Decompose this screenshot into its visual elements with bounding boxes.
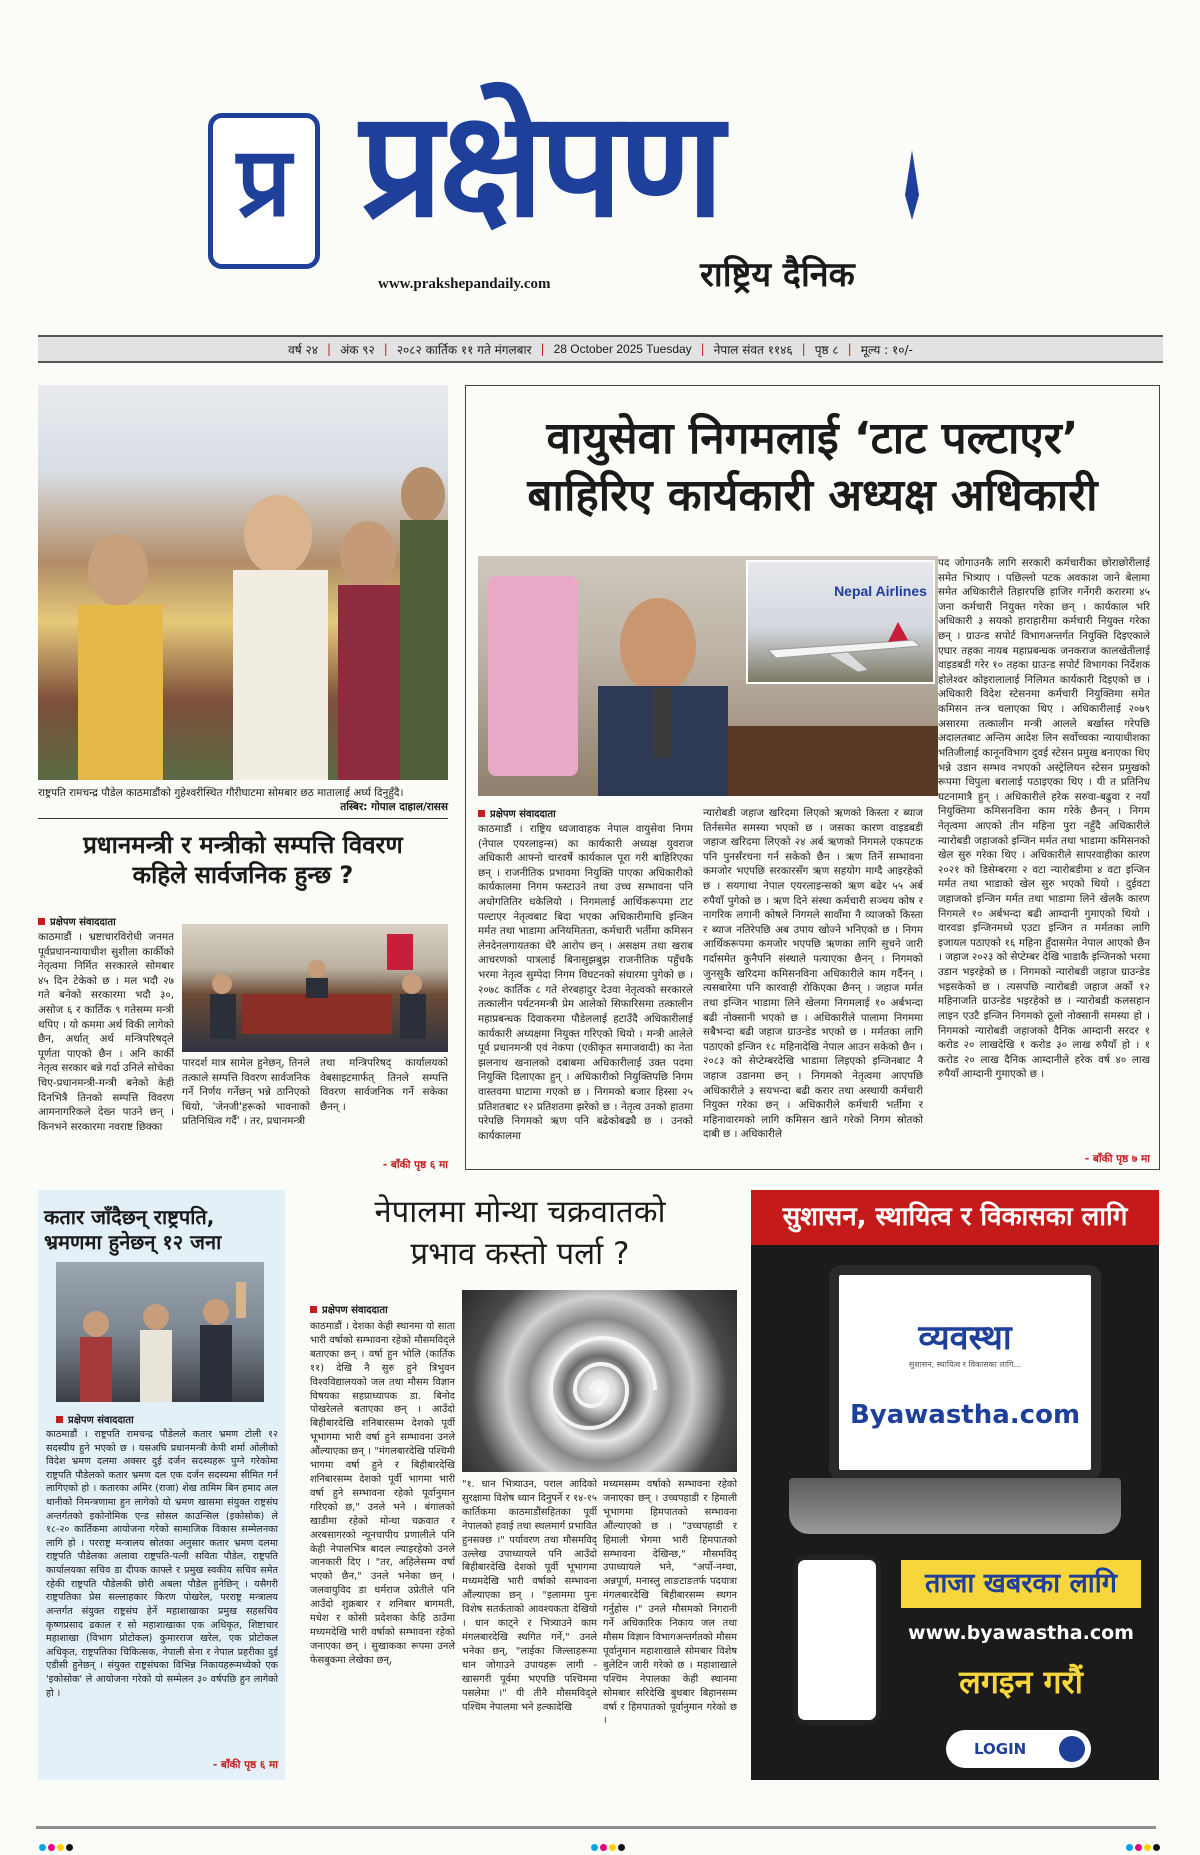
lead-headline-line1: वायुसेवा निगमलाई ‘टाट पल्टाएर’ bbox=[546, 413, 1079, 464]
footer-strip bbox=[36, 1826, 1156, 1829]
byawastha-advertisement[interactable] bbox=[751, 1190, 1159, 1780]
assets-headline-line1: प्रधानमन्त्री र मन्त्रीको सम्पत्ति विवरण bbox=[83, 831, 403, 859]
qatar-continued[interactable]: - बाँकी पृष्ठ ६ मा bbox=[212, 1759, 278, 1771]
brand-name: प्रक्षेपण bbox=[360, 80, 721, 250]
airline-logo: Nepal Airlines bbox=[834, 583, 927, 599]
cyclone-byline bbox=[310, 1302, 455, 1316]
president-photo-caption: राष्ट्रपति रामचन्द्र पौडेल काठमाडौंको गुहेश्वरीस्थित गौरीघाटमा सोमबार छठ मातालाई अर्घ्य दिनुहुँदै। bbox=[38, 787, 404, 799]
english-date: 28 October 2025 Tuesday bbox=[553, 342, 692, 356]
price-label: मूल्य : १०/- bbox=[860, 342, 913, 357]
logo-glyph: प्र bbox=[236, 126, 292, 238]
assets-body-col3: तथा मन्त्रिपरिषद् कार्यालयको वेबसाइटमार्फत् तिनले सम्पत्ति विवरण सार्वजनिक गर्ने सकेका छैनन् । bbox=[320, 1057, 448, 1113]
assets-continued[interactable]: - बाँकी पृष्ठ ६ मा bbox=[382, 1159, 448, 1171]
assets-body-col1: काठमाडौं । भ्रष्टाचारविरोधी जनमत पूर्वप्रधानन्यायाधीश सुशीला कार्कीको नेतृत्वमा निर्मित सरकारले सोमबार ४५ दिन टेकेको छ । मल भदौ २७ गते बनेको सरकारमा भदौ ३०, असोज ६ र कार्तिक ९ गतेसम्म मन्त्री थपिए । यो कममा अर्थ विकी लागेको छैन, अर्थात् अर्थ मन्त्रिपरिषद्ले पूर्णता पाएको छैन । अनि कार्की नेतृत्व सरकार बन्ने गर्दा उनिले सोचेका चिए-प्रधानमन्त्री-मन्त्री बनेको केही दिनभित्रै तिनको सम्पत्ति विवरण आमनागरिकले देख्न पाउने छन् । किनभने सरकारमा नवराष्ट छिक्का bbox=[38, 931, 174, 1133]
cyclone-body-col2: "१. धान भित्र्याउन, पराल आदिको सुरक्षामा विशेष ध्यान दिनुपर्ने र १४-१५ कार्तिकमा काठमाडौंसहितका पूर्वी नेपालको हवाई तथा स्थलमार्ग प्रभावित हुनसक्छ ।" पर्यावरण तथा मौसमविद् उल्लेख उपाध्यायले पनि आउँदो बिहीबारदेखि देशको पूर्वी भूभागमा मध्यमदेखि भारी वर्षाको सम्भावना औंल्याएका छन् । "इलाममा पुनः विशेष सतर्कताको आवश्यकता देखियो । धान काट्ने र भित्र्याउने काम मंगलबारदेखि स्थगित गर्ने," उनले भनेका छन्, "लाईका जिल्लाहरूमा धान जोगाउने उपायहरू लागी - खासगरी पूर्वमा भएपछि पश्चिममा पसलेमा ।" यी तीनै मौसमविद्ले पश्चिम नेपालमा भने हल्कादेखि bbox=[462, 1479, 597, 1713]
pages-label: पृष्ठ ८ bbox=[814, 342, 839, 357]
divider bbox=[38, 818, 448, 819]
year-label: वर्ष २४ bbox=[288, 342, 319, 357]
assets-headline bbox=[38, 830, 448, 890]
cyclone-headline bbox=[305, 1192, 735, 1276]
ad-domain: Byawastha.com bbox=[849, 1400, 1081, 1430]
byline-text: प्रक्षेपण संवाददाता bbox=[322, 1305, 388, 1316]
era-label: नेपाल संवत ११४६ bbox=[713, 342, 793, 357]
assets-body-col2: पारदर्श मात्र सामेल हुनेछन्, तिनले तत्काले सम्पत्ति विवरण सार्वजनिक गर्ने निर्णय गर्नेछन् भन्ने ठानिएको थियो, 'जेनजी'हरूको भावनाको प्रतिनिधित्व गर्दै' । तर, प्रधानमन्त्री bbox=[182, 1057, 310, 1128]
ad-site-url[interactable]: www.byawastha.com bbox=[908, 1622, 1134, 1644]
qatar-byline bbox=[56, 1412, 264, 1426]
lead-continued[interactable]: - बाँकी पृष्ठ ७ मा bbox=[1084, 1153, 1150, 1165]
cyclone-body-col1: काठमाडौं । देशका केही स्थानमा यो साता भारी वर्षाको सम्भावना रहेको मौसमविद्ले बताएका छन् । वर्षा हुन भोलि (कार्तिक ११) देखि नै सुरु हुने त्रिभुवन विश्वविद्यालयको जल तथा मौसम विज्ञान विषयका सहप्राध्यापक डा. बिनोद पोखरेलले बताएका छन् । आउँदो बिहीबारदेखि शनिबारसम्म देशको पूर्वी भूभागमा भारी वर्षा हुने सम्भावना उनले औंल्याएका छन् । "मंगलबारदेखि पश्चिमी भागमा वर्षा हुने र बिहीबारदेखि शनिबारसम्म देशको पूर्वी भागमा भारी वर्षा हुने सम्भावना रहेको पूर्वानुमान गरिएको छ," उनले भने । बंगालको खाडीमा रहेको मोन्था चक्रवात र अरबसागरको न्यूनचापीय प्रणालीले पनि केही नेपालभित्र बादल ल्याइरहेको उनले जानकारी दिए । "तर, अहिलेसम्म वर्षा भएको छैन," उनले भनेका छन् । जलवायुविद डा धर्मराज उप्रेतीले पनि आउँदो शुक्रबार र शनिबार बागमती, मधेश र कोसी प्रदेशका केहि ठाउँमा मध्यमदेखि भारी वर्षाको सम्भावना रहेको जनाएका छन् । सुखाकका रूपमा उनले फेसबुकमा लेखेका छन्, bbox=[310, 1321, 455, 1666]
qatar-headline-line2: भ्रमणमा हुनेछन् १२ जना bbox=[44, 1230, 222, 1254]
president-ceremony-photo bbox=[38, 385, 448, 780]
masthead-logo bbox=[208, 113, 320, 269]
user-icon bbox=[1059, 1736, 1085, 1762]
ad-logo-text: व्यवस्था bbox=[918, 1318, 1012, 1358]
ad-login-label: LOGIN bbox=[974, 1740, 1027, 1758]
byline-text: प्रक्षेपण संवाददाता bbox=[50, 917, 116, 928]
pen-nib-icon bbox=[905, 150, 919, 220]
lead-byline bbox=[478, 806, 693, 820]
registration-marks-left bbox=[38, 1836, 74, 1855]
lead-headline-line2: बाहिरिए कार्यकारी अध्यक्ष अधिकारी bbox=[527, 470, 1098, 522]
assets-headline-line2: कहिले सार्वजनिक हुन्छ ? bbox=[132, 861, 354, 889]
ad-logo-tagline: सुशासन, स्थायित्व र विकासका लागि... bbox=[908, 1360, 1022, 1369]
tagline: राष्ट्रिय दैनिक bbox=[700, 255, 855, 295]
ad-login-button[interactable] bbox=[946, 1730, 1091, 1768]
laptop-keyboard-icon bbox=[789, 1478, 1121, 1534]
cyclone-headline-line2: प्रभाव कस्तो पर्ला ? bbox=[410, 1235, 630, 1272]
airline-photo-inset bbox=[746, 560, 935, 684]
ad-laptop-screen bbox=[829, 1265, 1101, 1480]
website-link[interactable]: www.prakshepandaily.com bbox=[378, 276, 551, 292]
lead-body-col1: काठमाडौं । राष्ट्रिय ध्वजावाहक नेपाल वायुसेवा निगम (नेपाल एयरलाइन्स) का कार्यकारी अध्यक्ष युवराज अधिकारी आफ्नो चारवर्षे कार्यकाल पूरा गरी बाहिरिएका छन् । राजनीतिक प्रभावमा नियुक्ति पाएका अधिकारीको कार्यकालमा निगम फस्टाउने तथा उच्च सम्भावना पनि अधोगतितिर धकेलियो । निगमलाई आर्थिकरूपमा टाट पल्टाएर नेतृत्वबाट बिदा भएका अधिकारीमाथि इन्जिन मर्मत तथा भाडामा अनियमितता, कर्मचारी भर्तीमा कमिसन लेनदेनलगायतका धेरै आरोप छन् । असक्षम तथा खराब आचरणको पात्रलाई बिनासुझबुझ राजनीतिक पहुँचकै भरमा नेतृत्व सुम्पेदा निगम विघटनको संघारमा पुगेको छ । २०७८ कार्तिक ८ गते शेरबहादुर देउवा नेतृत्वको सरकारले तत्कालीन पर्यटनमन्त्री प्रेम आलेको सिफारिसमा तत्कालीन महाप्रबन्धक दिवाकरमा पौडेललाई हटाउँदै अधिकारीलाई कार्यकारी अध्यक्षमा नियुक्त गरिएको थियो । मन्त्री आलेले पूर्व प्रधानमन्त्री एवं नेकपा (एकीकृत समाजवादी) का नेता झलनाथ खनालको दबाबमा अधिकारीलाई उक्त पदमा नियुक्ति दिलाएका हुन् । अधिकारीको नियुक्तिपछि निगम वास्तवमा घाटामा गएको छ । निगमको बजार हिस्सा २५ प्रतिशतबाट १२ प्रतिशतमा झरेको छ । नेतृत्व उनको हातमा परेपछि निगमको ऋण पनि बढेकोबढ्यै छ । उनको कार्यकालमा bbox=[478, 823, 693, 1142]
cyclone-headline-line1: नेपालमा मोन्था चक्रवातको bbox=[374, 1194, 666, 1230]
lead-body-col3: पद जोगाउनकै लागि सरकारी कर्मचारीका छोराछोरीलाई समेत भित्र्याए । पछिल्लो पटक अवकाश जाने बेलामा समेत अधिकारीले तिहारपछि हाजिर गर्नेगरी करारमा ४५ जना कर्मचारी नियुक्त गरेका छन् । कार्यकाल भरि अधिकारी ३ सयको हाराहारीमा कर्मचारी नियुक्त गरेका छन् । ग्राउन्ड सपोर्ट विभागअन्तर्गत नियुक्ति दिइएकाले एघार तहका नायब महाप्रबन्धक जनकराज कालखेतीलाई वाइडबडी गरेर १० तहका ग्राउन्ड सपोर्ट विभागका निर्देशक होलेश्वर कोइरालालाई निलिमत कार्यकारी दिइएको छ । अधिकारी विदेश स्टेसनमा कर्मचारी नियुक्तिमा समेत कमिसन तन्त्र चलाएका थिए । अधिकारीलाई २०७९ असारमा तत्कालीन मन्त्री आलले बर्खास्त गरेपछि अदालतबाट अन्तिम आदेश लिन सर्वोच्चका न्यायाधीशका भतिजीलाई कानूनविभाग दुवई स्टेसन प्रमुख बनाएका थिए भन्ने उडान सम्भव नभएको अस्ट्रेलियन स्टेसन प्रमुखको रूपमा धिपुला बरालाई पठाइएका थिए । यी त प्रतिनिध घटनामात्रै हुन् । अधिकारीले हरेक सरुवा-बढुवा र नयाँ नियुक्तिमा कमिसनविना काम गरेके छैनन् । निगम नेतृत्वमा आएको तीन महिना पुरा नहुँदै अधिकारीले न्यारोबडी जहाजको इन्जिन मर्मत तथा भाडामा कमिसनको खेल सुरु गरेका थिए । अधिकारीले सापरवाहीका कारण २०२१ को डिसेम्बरमा २ वटा न्यारोबडीमा ४ वटा इन्जिन मर्मत तथा भाडाको खेल सुरु भएको थियो । दुईवटा जहाजको इन्जिन मर्मत तथा भाडामा लिने खेलकै कारण निगमले १० अर्बभन्दा बढी आम्दानी गुमाएको थियो । वारवडा इन्जिनमध्ये एउटा इन्जिन त मर्मतका लागि इजायल पठाएको १६ महिना हुँदासमेत नेपाल आएको छैन । जहाज २०२३ को सेप्टेम्बर देखि भाडाकै इन्जिनको भरमा उडान भइरहेको छ । निगमको न्यारोबडी जहाज ग्राउन्डेड भइसकेको छ । त्यसपछि न्यारोबडी जहाज अर्को १२ महिनाजति ग्राउन्डेड भइरहेको छ । न्यारोबडी कलसहान लाइन एउटै इन्जिन निगमको ठूलो नोक्सानी समस्या हो । निगमको न्यारोबडी जहाजको दैनिक आम्दानी सरदर १ करोड २० लाखदेखि १ करोड ३० लाख रुपैयाँ हो । १ करोड २० लाख दैनिक आम्दानीले हरेक वर्ष ४० लाख रुपैयाँ आम्दानी गुमाएको छ । bbox=[938, 557, 1150, 1081]
byline-marker bbox=[310, 1306, 317, 1313]
byline-text: प्रक्षेपण संवाददाता bbox=[68, 1415, 134, 1426]
lead-body-col2: न्यारोबडी जहाज खरिदमा लिएको ऋणको किस्ता र ब्याज तिर्नसमेत समस्या भएको छ । जसका कारण वाइडबडी जहाज खरिदमा लिएको २४ अर्ब ऋणको निगमले एकपटक पनि पुनर्संरचना गर्न सकेको छैन । ऋण तिर्ने सम्भावना कमजोर भएपछि सरकारसँग ऋण सहयोग माग्दै आइरहेको छ । सयगाथा नेपाल एयरलाइन्सको ऋण बढेर ५५ अर्ब रुपैयाँ पुगेको छ । ऋण दिने संस्था कर्मचारी सञ्चय कोष र नागरिक लगानी कोषले निगमले सावाँमा नै व्याजको किस्ता र ब्याज नतिरेपछि अब उपाय खोज्ने भनिएको छ । निगम आर्थिकरूपमा कमजोर भएपछि ऋणका लागि सुचने जारी गर्दासमेत कुनैपनि संस्थाले पत्याएका छैनन् । निगमको जुनसुकै खरिदमा कमिसनविना अधिकारीले काम गर्दैनन् । त्यसबारेमा पनि कारवाही रोकिएका छैनन् । जहाज मर्मत तथा इन्जिन भाडामा लिने खेलमा निगमलाई १० अर्बभन्दा बढी नोक्सानी भएको छ । अधिकारीले पालामा निगममा सबैभन्दा बढी जहाज ग्राउन्डेड भएको छ । मर्मतका लागि पठाएको इन्जिन १८ महिनादेखि नेपाल आउन सकेको छैन । २०८३ को सेप्टेम्बरदेखि भाडामा लिइएको इन्जिनबाट नै जहाज उडानमा छन् । निगमको नेतृत्वमा आएपछि अधिकारीले ३ सयभन्दा बढी करार तथा अस्थायी कर्मचारी नियुक्त गरेका छन् । अधिकारीले कर्मचारी भर्तीमा र महिनावारमको लागि कमिसन खाने गरेको निगम स्रोतको दाबी छ । अधिकारीले bbox=[703, 807, 923, 1141]
phone-icon bbox=[793, 1555, 881, 1725]
registration-marks-right bbox=[1125, 1836, 1161, 1855]
nepali-date: २०८२ कार्तिक ११ गते मंगलबार bbox=[396, 342, 532, 357]
issue-label: अंक ९२ bbox=[340, 342, 375, 357]
qatar-departure-photo bbox=[56, 1262, 264, 1402]
ad-primary-cta: ताजा खबरका लागि bbox=[901, 1560, 1141, 1608]
cyclone-satellite-image bbox=[462, 1290, 737, 1472]
byline-marker bbox=[38, 918, 45, 925]
qatar-body: काठमाडौं । राष्ट्रपति रामचन्द्र पौडेलले कतार भ्रमण टोली १२ सदस्यीय हुने भएको छ । यसअघि प्रधानमन्त्री केपी शर्मा ओलीको विदेश भ्रमण दलमा अक्सर दुई दर्जन सदस्यहरू पुग्ने गरेकोमा राष्ट्रपति पौडेलको कतार भ्रमण दल एक दर्जन सदस्यमा सीमित गर्न लागिएको हो । कतारका अमिर (राजा) शेख तामिम बिन हमाद अल थानीको निमन्त्रणामा हुन लागेको यो भ्रमण खासमा संयुक्त राष्ट्रसंघ अन्तर्गतको इकोनोमिक एन्ड सोसल काउन्सिल (इकोसोक) ले १८-२० कार्तिकमा आयोजना गरेको सामाजिक विकास सम्मेलनका लागि हो । परराष्ट्र मन्त्रालय स्रोतका अनुसार कतार भ्रमण दलमा राष्ट्रपति पौडेलका अलावा राष्ट्रपति-पत्नी सविता पौडेल, राष्ट्रपति कार्यालयका सचिव डा दीपक काफ्ले र प्रमुख स्वकीय सचिव समेत रहेकी राष्ट्रपति पौडेलकी छोरी अबला पौडेल हुनेछिन् । यसैगरी राष्ट्रपतिका प्रेस सल्लाहकार किरण पोखरेल, परराष्ट्र मन्त्रालय अन्तर्गत संयुक्त राष्ट्रसंघ हेर्ने महाशाखाका प्रमुख सहसचिव कृष्णप्रसाद ढकाल र सो महाशाखाका एक अधिकृत, शिष्टाचार महाशाखा (विभाग प्रोटोकल) कुमारराज खरेल, एक प्रोटोकल अधिकृत, राष्ट्रपतिका चिकित्सक, नेपाली सेना र नेपाल प्रहरीका दुई एडीसी हुनेछन् । संयुक्त राष्ट्रसंघका विभिन्न निकायहरूमध्येको एक 'इकोसोक' ले आयोजना गरेको यो सम्मेलन ३० वर्षपछि हुन लागेको हो । bbox=[46, 1429, 278, 1699]
byline-text: प्रक्षेपण संवाददाता bbox=[490, 809, 556, 820]
byline-marker bbox=[478, 810, 485, 817]
byline-marker bbox=[56, 1416, 63, 1423]
president-photo-credit: तस्बिर: गोपाल दाहाल/रासस bbox=[340, 801, 448, 813]
registration-marks-center bbox=[590, 1836, 626, 1855]
cyclone-body-col3: मध्यमसम्म वर्षाको सम्भावना रहेको जनाएका छन् । उच्चपहाडी र हिमाली भूभागमा हिमपातको सम्भावना औंल्याएको छ । "उच्चपहाडी र हिमाली भेगमा भारी हिमपातको सम्भावना देखिन्छ," मौसमविद् उपाध्यायले भने, "अर्पो-नम्चा, अन्नपूर्ण, मनास्लु लाङटाङतर्फ पदयात्रा मंगलबारदेखि बिहीबारसम्म स्थगन गर्नुहोस ।" उनले मौसमको निगरानी गर्ने अधिकारिक निकाय जल तथा मौसम विज्ञान विभागअन्तर्गतको मौसम पूर्वानुमान महाशाखाले सोमबार विशेष बुलेटिन जारी गरेको छ । महाशाखाले पश्चिम नेपालका केही स्थानमा सोमबार सरिदेखि बुधबार बिहानसम्म वर्षा र हिमपातको पूर्वानुमान गरेको छ । bbox=[603, 1479, 737, 1727]
ad-secondary-cta: लगइन गरौं bbox=[959, 1663, 1083, 1701]
qatar-headline-line1: कतार जाँदैछन् राष्ट्रपति, bbox=[44, 1205, 215, 1229]
qatar-headline bbox=[44, 1205, 279, 1255]
edition-info-bar: वर्ष २४ | अंक ९२ | २०८२ कार्तिक ११ गते मंगलबार | 28 October 2025 Tuesday | नेपाल संवत ११४६ | पृष्ठ ८ | मूल्य : १०/- bbox=[38, 335, 1163, 363]
lead-headline bbox=[470, 410, 1155, 524]
ad-banner: सुशासन, स्थायित्व र विकासका लागि bbox=[751, 1190, 1159, 1245]
cabinet-meeting-photo bbox=[182, 924, 448, 1052]
